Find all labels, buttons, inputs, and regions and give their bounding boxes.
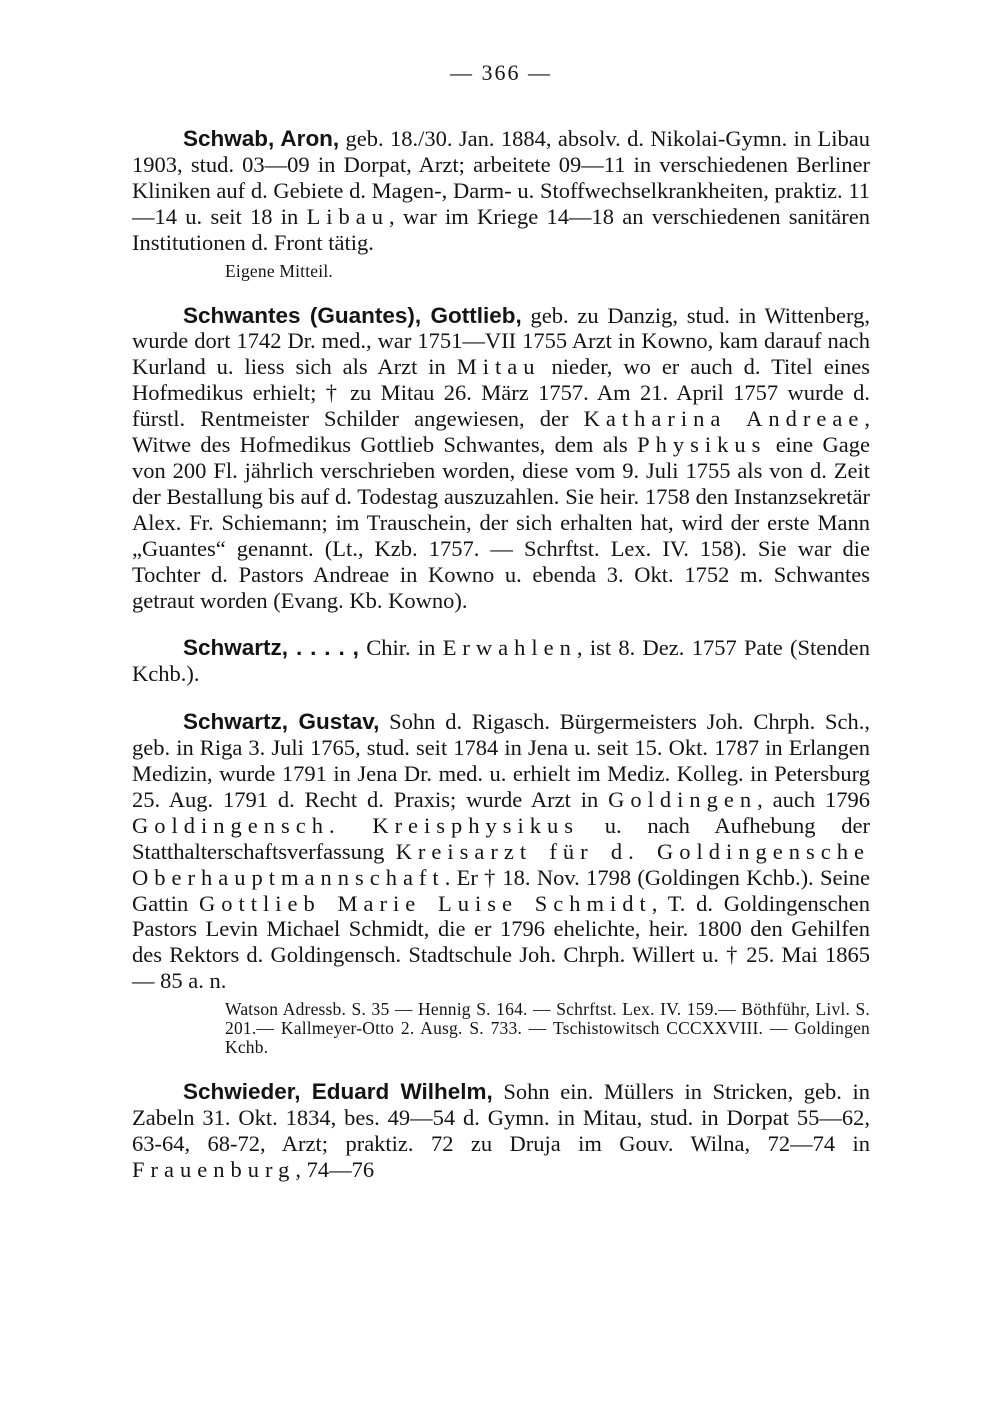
entry-body-text: , auch 1796 [757, 786, 870, 812]
entry-heading: Schwab, Aron, [183, 126, 340, 151]
spaced-emphasis: Frauenburg [132, 1156, 296, 1182]
entry-body-text: , 74—76 [295, 1156, 375, 1182]
entry-text [132, 1079, 870, 1183]
spaced-emphasis: Goldingensch. Kreisphysikus [132, 812, 580, 838]
entry-heading: Schwieder, Eduard Wilhelm, [183, 1079, 493, 1105]
spaced-emphasis: Goldingen [608, 786, 758, 812]
entry-body-text: , Witwe des Hofmedikus Gottlieb Schwantes, dem als [132, 406, 870, 458]
entry [132, 303, 870, 614]
entry-body-text: geb. zu Danzig, stud. in Wittenberg, wurde dort 1742 Dr. med., war 1751—VII 1755 Arzt in Kowno, kam darauf nach Kurland u. liess sich als Arzt in [132, 302, 870, 380]
page [132, 60, 870, 1183]
entry-body-text: . Er † 18. Nov. 1798 (Goldingen Kchb.). Seine Gattin [132, 864, 870, 916]
spaced-emphasis: Kreisarzt für d. Goldingensche Oberhauptmannschaft [132, 838, 871, 890]
entry-heading: Schwantes (Guantes), Gottlieb, [183, 302, 522, 328]
entry-source: Eigene Mitteil. [225, 260, 333, 281]
entry-heading: Schwartz, Gustav, [183, 709, 380, 735]
entry-body-text: Sohn ein. Müllers in Stricken, geb. in Zabeln 31. Okt. 1834, bes. 49—54 d. Gymn. in Mitau, stud. in Dorpat 55—62, 63-64, 68-72, Arzt; praktiz. 72 zu Druja im Gouv. Wilna, 72—74 in [132, 1079, 870, 1156]
entry-body-text: Chir. in [358, 635, 443, 661]
entry-text [132, 635, 870, 687]
entry [132, 1079, 870, 1183]
spaced-emphasis: Physikus [637, 432, 767, 458]
entry-text [132, 303, 870, 614]
entry [132, 126, 870, 281]
spaced-emphasis: Libau [306, 203, 390, 229]
page-number: — 366 — [450, 60, 552, 85]
entries-list [132, 126, 870, 1183]
entry-body-text: , war im Kriege 14—18 an verschiedenen sanitären Institutionen d. Front tätig. [132, 203, 871, 255]
entry-body-text: u. nach Aufhebung der Statthalterschaftsverfassung [132, 812, 870, 864]
entry-body-text: eine Gage von 200 Fl. jährlich verschrieben worden, diese vom 9. Juli 1755 als von d. Zeit der Bestallung bis auf d. Todestag auszuzahlen. Sie heir. 1758 den Instanzsekretär Alex. Fr. Schiemann; im Trauschein, der sich erhalten hat, wird der erste Mann „Guantes“ genannt. (Lt., Kzb. 1757. — Schrftst. Lex. IV. 158). Sie war die Tochter d. Pastors Andreae in Kowno u. ebenda 3. Okt. 1752 m. Schwantes getraut worden (Evang. Kb. Kowno). [132, 432, 870, 613]
entry-text [132, 709, 870, 994]
entry-body-text: nieder, wo er auch d. Titel eines Hofmedikus erhielt; † zu Mitau 26. März 1757. Am 21. April 1757 wurde d. fürstl. Rentmeister Schilder angewiesen, der [132, 354, 870, 432]
spaced-emphasis: Erwahlen [442, 635, 577, 661]
entry-heading: Schwartz, . . . . , [183, 635, 359, 661]
entry-source: Watson Adressb. S. 35 — Hennig S. 164. — Schrftst. Lex. IV. 159.— Böthführ, Livl. S. 201.— Kallmeyer-Otto 2. Ausg. S. 733. — Tschistowitsch CCCXXVIII. — Goldingen Kchb. [225, 999, 870, 1058]
spaced-emphasis: Gottlieb Marie Luise Schmidt [199, 890, 652, 916]
entry-body-text: , ist 8. Dez. 1757 Pate (Stenden Kchb.). [132, 635, 871, 687]
entry [132, 709, 870, 1057]
entry [132, 635, 870, 687]
entry-body-text: , T. d. Goldingenschen Pastors Levin Michael Schmidt, die er 1796 ehelichte, heir. 1800 den Gehilfen des Rektors d. Goldingensch. Stadtschule Joh. Chrph. Willert u. † 25. Mai 1865 — 85 a. n. [132, 890, 870, 994]
spaced-emphasis: Katharina Andreae [583, 406, 865, 432]
entry-body-text: Sohn d. Rigasch. Bürgermeisters Joh. Chrph. Sch., geb. in Riga 3. Juli 1765, stud. seit 1784 in Jena u. seit 15. Okt. 1787 in Erlangen Medizin, wurde 1791 in Jena Dr. med. u. erhielt im Mediz. Kolleg. in Petersburg 25. Aug. 1791 d. Recht d. Praxis; wurde Arzt in [132, 709, 871, 812]
spaced-emphasis: Mitau [456, 354, 541, 380]
entry-text [132, 126, 870, 256]
entry-body-text: geb. 18./30. Jan. 1884, absolv. d. Nikolai-Gymn. in Libau 1903, stud. 03—09 in Dorpat, Arzt; arbeitete 09—11 in verschiedenen Berliner Kliniken auf d. Gebiete d. Magen-, Darm- u. Stoffwechselkrankheiten, praktiz. 11—14 u. seit 18 in [132, 126, 870, 229]
